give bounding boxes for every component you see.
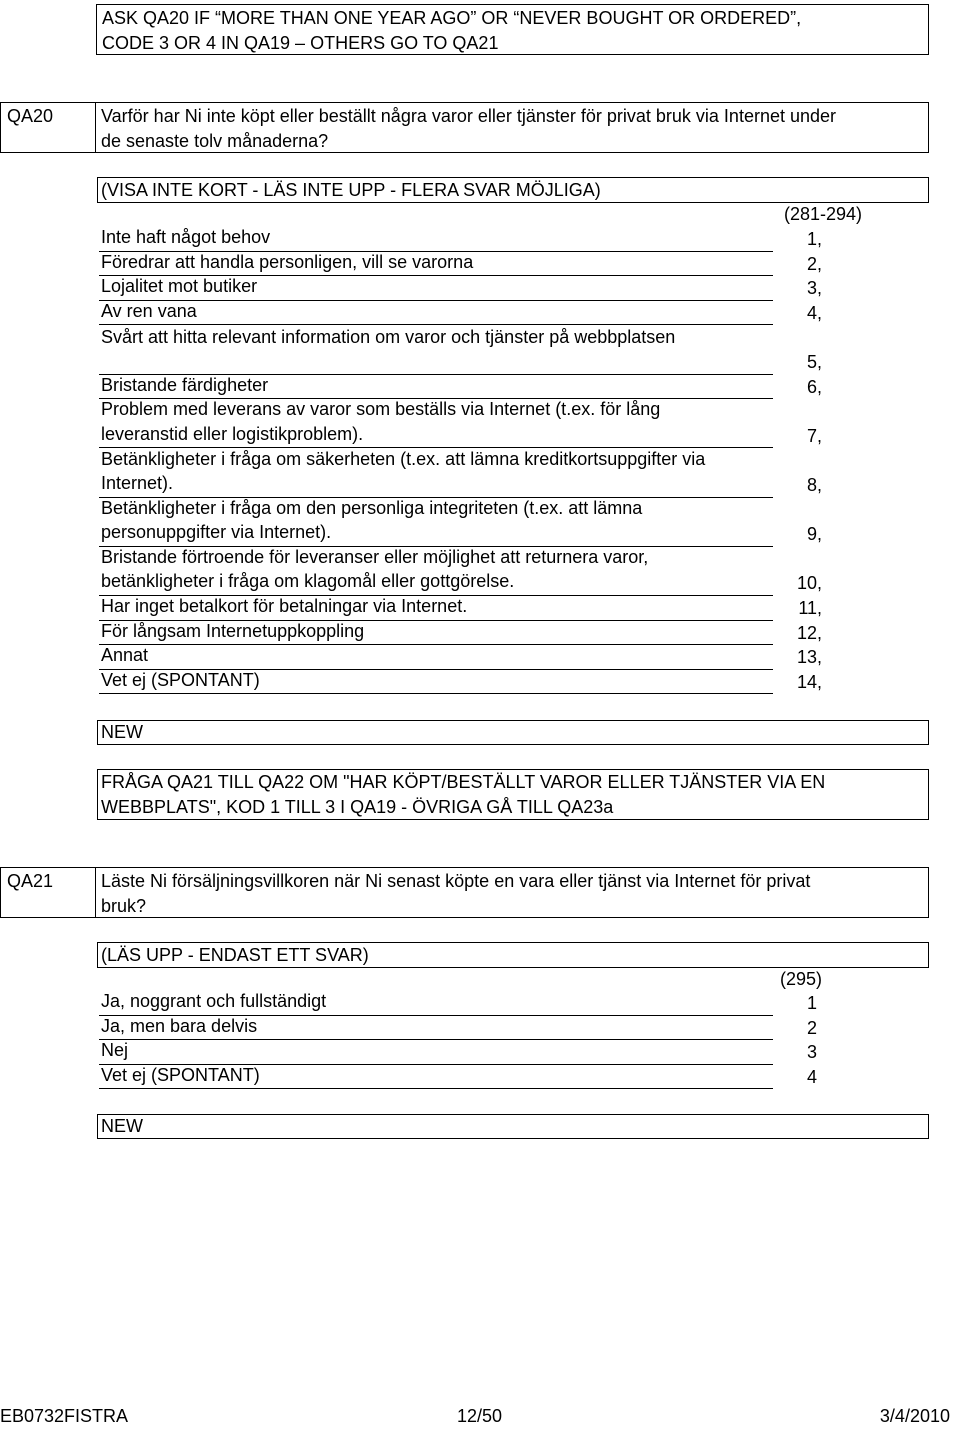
qa21-option-label: Vet ej (SPONTANT) <box>101 1064 260 1085</box>
qa20-option-code: 9, <box>806 524 822 545</box>
qa20-option-label: Problem med leverans av varor som beställs via Internet (t.ex. för lång leveranstid eller logistikproblem). <box>101 399 661 444</box>
qa20-option-code: 6, <box>806 376 822 397</box>
qa21-option-row <box>99 1016 773 1041</box>
qa21-option-code: 4 <box>806 1066 817 1087</box>
qa20-option-code: 11, <box>798 598 822 618</box>
qa20-number: QA20 <box>7 106 54 126</box>
qa20-option-row <box>99 325 773 374</box>
qa21-instruction-box <box>97 942 929 968</box>
qa21-option-label: Nej <box>101 1040 129 1061</box>
qa20-option-row <box>99 301 773 326</box>
qa20-option-row <box>99 670 773 695</box>
qa21-number: QA21 <box>7 871 54 891</box>
footer-doc-id: EB0732FISTRA <box>0 1406 129 1426</box>
qa20-option-label: Vet ej (SPONTANT) <box>101 669 260 690</box>
qa21-instruction: (LÄS UPP - ENDAST ETT SVAR) <box>101 945 369 965</box>
qa20-option-code: 5, <box>806 352 822 372</box>
routing-box-mid <box>97 769 929 820</box>
qa20-option-label: Av ren vana <box>101 300 197 321</box>
qa20-option-row <box>99 448 773 497</box>
qa20-option-code: 10, <box>796 573 822 594</box>
qa20-option-row <box>99 645 773 670</box>
qa20-option-row <box>99 276 773 301</box>
qa20-option-code: 4, <box>806 302 822 323</box>
qa20-option-code: 1, <box>806 229 822 249</box>
qa20-option-row <box>99 227 773 252</box>
qa20-number-box <box>0 102 96 153</box>
qa20-instruction: (VISA INTE KORT - LÄS INTE UPP - FLERA SVAR MÖJLIGA) <box>101 180 601 200</box>
qa20-option-row <box>99 621 773 646</box>
qa20-option-label: Betänkligheter i fråga om den personliga integriteten (t.ex. att lämna personuppgifter via Internet). <box>101 497 643 543</box>
qa20-question: Varför har Ni inte köpt eller beställt några varor eller tjänster för privat bruk via Internet under de senaste tolv månaderna? <box>101 106 837 151</box>
qa20-option-code: 14, <box>796 671 822 692</box>
qa20-option-code: 7, <box>806 425 822 446</box>
qa20-option-label: Bristande färdigheter <box>101 374 269 395</box>
qa20-option-label: Bristande förtroende för leveranser eller möjlighet att returnera varor, betänkligheter i fråga om klagomål eller gottgörelse. <box>101 546 649 592</box>
qa21-column-code: (295) <box>779 969 822 989</box>
qa20-option-code: 8, <box>806 475 822 495</box>
qa20-option-label: För långsam Internetuppkoppling <box>101 620 365 641</box>
qa21-option-label: Ja, men bara delvis <box>101 1015 258 1036</box>
qa20-option-label: Svårt att hitta relevant information om varor och tjänster på webbplatsen <box>101 327 676 348</box>
qa20-option-row <box>99 375 773 400</box>
qa20-option-code: 2, <box>806 253 822 274</box>
qa20-option-code: 3, <box>806 278 822 299</box>
qa21-option-row <box>99 1065 773 1090</box>
qa21-option-row <box>99 991 773 1016</box>
qa20-option-label: Annat <box>101 645 149 666</box>
routing-text-top: ASK QA20 IF “MORE THAN ONE YEAR AGO” OR “NEVER BOUGHT OR ORDERED”, CODE 3 OR 4 IN QA19 – OTHERS GO TO QA21 <box>102 8 802 53</box>
qa20-option-code: 12, <box>796 622 822 643</box>
qa20-option-label: Betänkligheter i fråga om säkerheten (t.ex. att lämna kreditkortsuppgifter via Internet). <box>101 448 706 494</box>
qa20-option-row <box>99 596 773 621</box>
qa20-option-row <box>99 547 773 596</box>
qa20-new-label: NEW <box>101 722 143 742</box>
qa21-option-code: 3 <box>806 1042 817 1063</box>
qa20-option-label: Föredrar att handla personligen, vill se varorna <box>101 251 474 272</box>
qa21-option-code: 1 <box>806 993 817 1013</box>
qa20-option-row <box>99 399 773 448</box>
qa21-question: Läste Ni försäljningsvillkoren när Ni senast köpte en vara eller tjänst via Internet för privat bruk? <box>101 871 811 916</box>
qa20-question-box <box>95 102 929 153</box>
qa20-option-label: Lojalitet mot butiker <box>101 276 258 297</box>
routing-box-top <box>96 4 929 55</box>
qa21-new-label: NEW <box>101 1116 143 1136</box>
qa21-option-row <box>99 1040 773 1065</box>
footer-date: 3/4/2010 <box>879 1406 950 1426</box>
qa20-column-code: (281-294) <box>783 204 862 224</box>
qa21-new-box <box>97 1114 929 1139</box>
qa20-new-box <box>97 720 929 745</box>
qa20-option-code: 13, <box>796 647 822 668</box>
qa21-option-code: 2 <box>806 1017 817 1038</box>
qa20-option-label: Har inget betalkort för betalningar via Internet. <box>101 596 468 617</box>
qa20-option-label: Inte haft något behov <box>101 227 271 248</box>
qa20-option-row <box>99 252 773 277</box>
qa20-option-row <box>99 498 773 547</box>
qa20-instruction-box <box>97 177 929 203</box>
routing-text-mid: FRÅGA QA21 TILL QA22 OM "HAR KÖPT/BESTÄLLT VAROR ELLER TJÄNSTER VIA EN WEBBPLATS", KOD 1 TILL 3 I QA19 - ÖVRIGA GÅ TILL QA23a <box>101 772 826 817</box>
qa21-option-label: Ja, noggrant och fullständigt <box>101 991 327 1012</box>
qa21-number-box <box>0 867 96 918</box>
footer-page-number: 12/50 <box>457 1406 503 1426</box>
qa21-question-box <box>95 867 929 918</box>
